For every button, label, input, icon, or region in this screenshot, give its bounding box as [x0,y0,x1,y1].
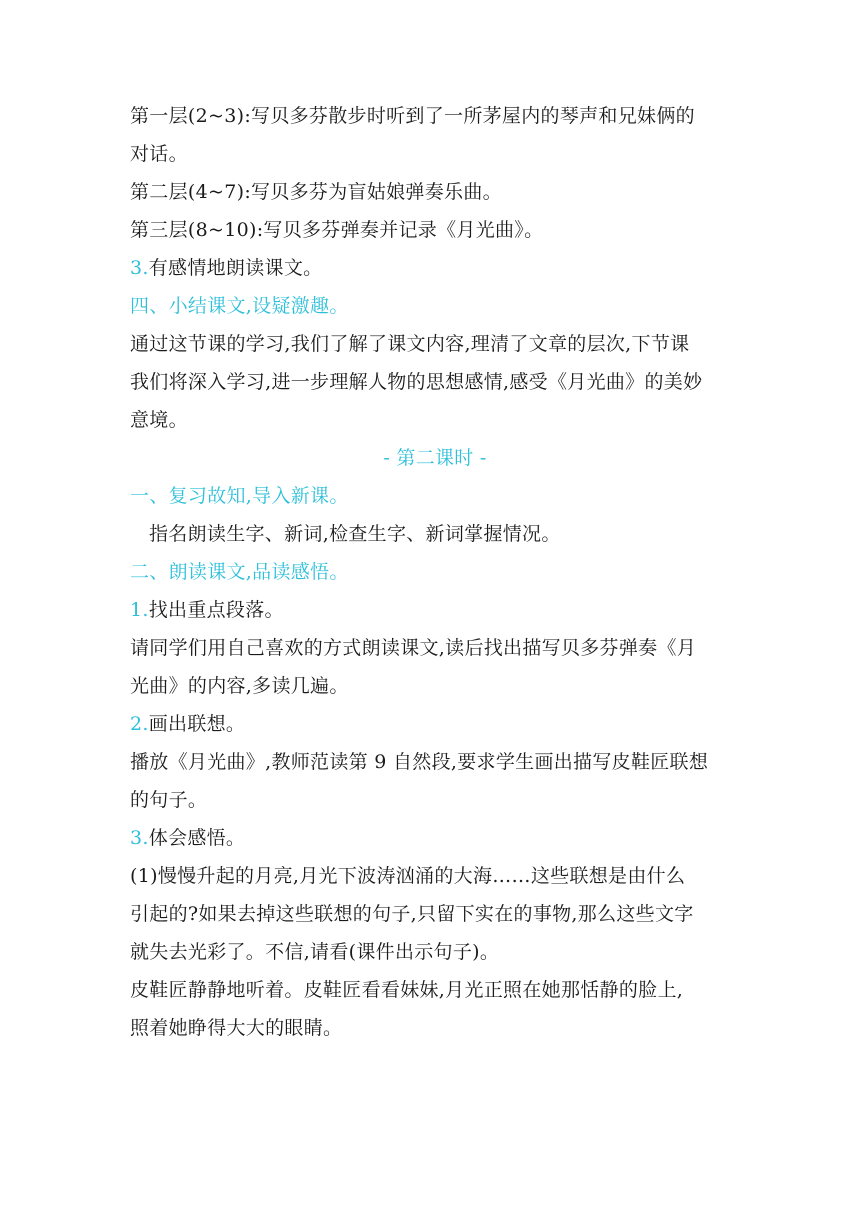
step-1-detail: 光曲》的内容,多读几遍。 [130,675,349,697]
question-line: 就失去光彩了。不信,请看(课件出示句子)。 [130,941,500,963]
layer-two-line: 第二层(4~7):写贝多芬为盲姑娘弹奏乐曲。 [130,181,502,203]
step-3-line [130,249,740,287]
lesson-text [130,97,740,1047]
step-number: 3. [130,827,149,849]
step-text: 有感情地朗读课文。 [148,257,323,279]
section-one-heading: 一、复习故知,导入新课。 [130,485,349,507]
question-line: 引起的?如果去掉这些联想的句子,只留下实在的事物,那么这些文字 [130,903,694,925]
step-2-detail: 播放《月光曲》,教师范读第 9 自然段,要求学生画出描写皮鞋匠联想 [130,751,709,773]
step-1-detail: 请同学们用自己喜欢的方式朗读课文,读后找出描写贝多芬弹奏《月 [130,637,697,659]
step-2-detail: 的句子。 [130,789,208,811]
summary-line: 通过这节课的学习,我们了解了课文内容,理清了文章的层次,下节课 [130,333,690,355]
second-lesson-heading: - 第二课时 - [383,447,487,469]
section-two-heading: 二、朗读课文,品读感悟。 [130,561,349,583]
question-line: (1)慢慢升起的月亮,月光下波涛汹涌的大海……这些联想是由什么 [130,865,686,887]
section-four-heading: 四、小结课文,设疑激趣。 [130,295,349,317]
summary-line: 我们将深入学习,进一步理解人物的思想感情,感受《月光曲》的美妙 [130,371,703,393]
step-text: 画出联想。 [148,713,246,735]
step-text: 找出重点段落。 [148,599,284,621]
quote-line: 照着她睁得大大的眼睛。 [130,1017,343,1039]
review-line: 指名朗读生字、新词,检查生字、新词掌握情况。 [149,523,561,545]
quote-line: 皮鞋匠静静地听着。皮鞋匠看看妹妹,月光正照在她那恬静的脸上, [130,979,684,1001]
layer-three-line: 第三层(8~10):写贝多芬弹奏并记录《月光曲》。 [130,219,544,241]
step-number: 2. [130,713,149,735]
step-number: 3. [130,257,149,279]
step-3b-line [130,819,740,857]
step-1-line [130,591,740,629]
step-number: 1. [130,599,149,621]
step-text: 体会感悟。 [148,827,246,849]
layer-one-line: 第一层(2~3):写贝多芬散步时听到了一所茅屋内的琴声和兄妹俩的 [130,105,695,127]
layer-one-line-cont: 对话。 [130,143,188,165]
step-2-line [130,705,740,743]
summary-line: 意境。 [130,409,188,431]
